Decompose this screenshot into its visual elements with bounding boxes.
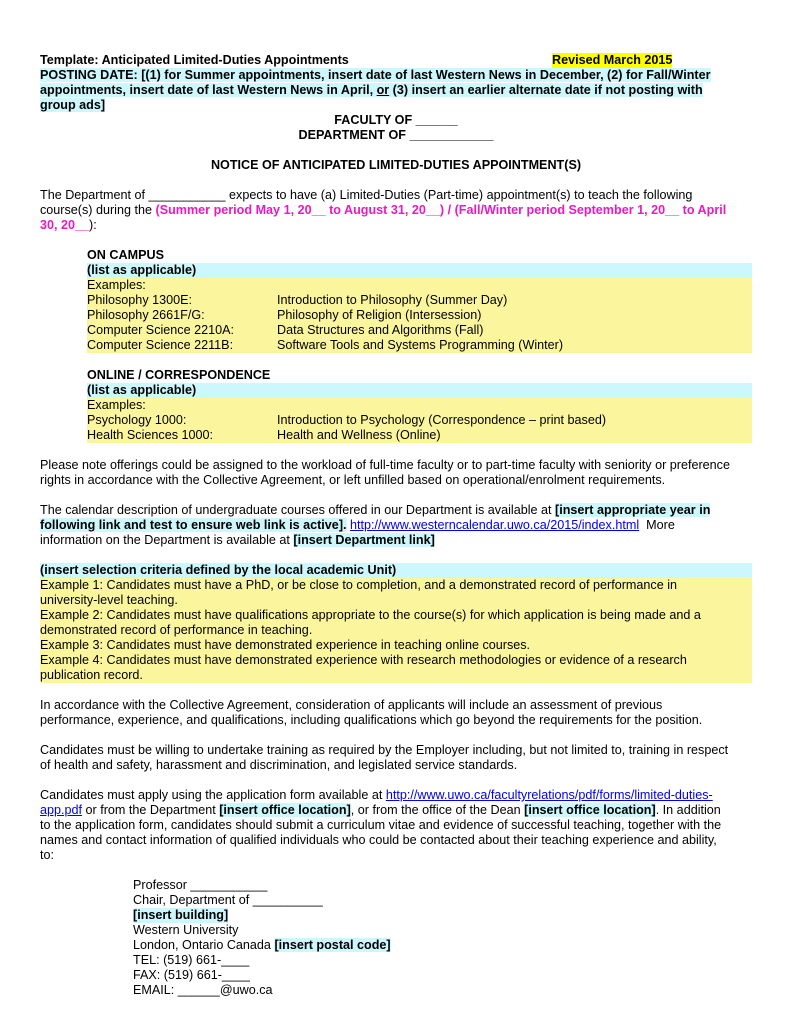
address-tel: TEL: (519) 661-____ [133,953,250,967]
course-title: Software Tools and Systems Programming (Winter) [277,338,564,352]
document-page [40,53,752,998]
apply-text-3: , or from the office of the Dean [350,803,525,817]
criteria-heading: (insert selection criteria defined by the local academic Unit) [40,563,752,578]
address-chair: Chair, Department of __________ [133,893,323,907]
criteria-examples [40,578,752,683]
apply-line-5: to: [40,848,55,862]
template-header [40,53,752,68]
apply-paragraph [40,788,752,863]
course-row [87,293,752,308]
course-row [87,308,752,323]
address-email: EMAIL: ______@uwo.ca [133,983,273,997]
western-calendar-link[interactable]: http://www.westerncalendar.uwo.ca/2015/index.html [350,518,640,532]
appointment-periods: (Summer period May 1, 20__ to August 31, 20__) / (Fall/Winter period September 1, 20__ to April [155,203,727,217]
online-section [87,368,752,443]
address-city: London, Ontario Canada [133,938,275,952]
criteria-example-4-cont: publication record. [40,668,143,682]
posting-line-2 [40,83,703,97]
training-line-1: Candidates must be willing to undertake training as required by the Employer including, but not limited to, training in respect [40,743,729,757]
offerings-note [40,458,752,488]
course-title: Data Structures and Algorithms (Fall) [277,323,484,337]
course-code: Philosophy 2661F/G: [87,308,205,322]
online-examples-label: Examples: [87,398,752,413]
calendar-text: The calendar description of undergraduate courses offered in our Department is available at [40,503,556,517]
posting-line-3: group ads] [40,98,106,112]
intro-paragraph [40,188,752,233]
insert-postal-code: [insert postal code] [274,938,391,952]
notice-title: NOTICE OF ANTICIPATED LIMITED-DUTIES APPOINTMENT(S) [210,158,582,172]
course-code: Computer Science 2210A: [87,323,235,337]
training-line-2: of health and safety, harassment and discrimination, and legislated service standards. [40,758,518,772]
posting-date [40,68,752,113]
accordance-line-2: performance, experience, and qualifications, including qualifications which go beyond the requirements for the position. [40,713,703,727]
course-title: Health and Wellness (Online) [277,428,441,442]
course-code: Psychology 1000: [87,413,187,427]
criteria-example-1-cont: university-level teaching. [40,593,178,607]
posting-line-2-start: appointments, insert date of last Western News in April, [40,83,377,97]
calendar-text-2: information on the Department is available at [40,533,294,547]
criteria-example-4: Example 4: Candidates must have demonstrated experience with research methodologies or evidence of a research [40,653,687,667]
address-professor: Professor ___________ [133,878,268,892]
note-line-2: rights in accordance with the Collective Agreement, or left unfilled based on operational/enrolment requirements. [40,473,666,487]
criteria-example-2-cont: demonstrated record of performance in teaching. [40,623,313,637]
accordance-paragraph [40,698,752,728]
calendar-more: More [646,518,675,532]
online-heading: ONLINE / CORRESPONDENCE [87,368,271,382]
online-list-note: (list as applicable) [87,383,752,398]
insert-office-location: [insert office location] [219,803,351,817]
course-code: Computer Science 2211B: [87,338,234,352]
apply-line-4: names and contact information of qualified individuals who could be contacted about their teaching experience and ability, [40,833,717,847]
note-line-1: Please note offerings could be assigned to the workload of full-time faculty or to part-time faculty with seniority or preference [40,458,730,472]
posting-line-1: POSTING DATE: [(1) for Summer appointments, insert date of last Western News in December, (2) for Fall/Winter [40,68,711,82]
intro-line-1: The Department of ___________ expects to have (a) Limited-Duties (Part-time) appointment(s) to teach the following [40,188,693,202]
address-city-line [133,938,752,953]
intro-line-end: ): [89,218,97,232]
on-campus-section [87,248,752,353]
course-title: Introduction to Psychology (Correspondence – print based) [277,413,607,427]
course-row [87,338,752,353]
online-course-list [87,413,752,443]
apply-text-4: . In addition [655,803,721,817]
criteria-example-3: Example 3: Candidates must have demonstrated experience in teaching online courses. [40,638,531,652]
course-row [87,428,752,443]
intro-line-2: course(s) during the [40,203,156,217]
posting-or: or [376,83,390,97]
address-university: Western University [133,923,239,937]
course-title: Philosophy of Religion (Intersession) [277,308,482,322]
revised-date: Revised March 2015 [552,53,673,67]
course-code: Philosophy 1300E: [87,293,193,307]
contact-address [133,878,752,998]
accordance-line-1: In accordance with the Collective Agreement, consideration of applicants will include an assessment of previous [40,698,663,712]
application-form-link-end[interactable]: app.pdf [40,803,83,817]
insert-building: [insert building] [133,908,229,922]
address-fax: FAX: (519) 661-____ [133,968,250,982]
insert-dean-office-location: [insert office location] [524,803,656,817]
criteria-example-1: Example 1: Candidates must have a PhD, or be close to completion, and a demonstrated record of performance in [40,578,678,592]
calendar-paragraph [40,503,752,548]
on-campus-examples-label: Examples: [87,278,752,293]
faculty-of: FACULTY OF ______ [334,113,458,127]
application-form-link[interactable]: http://www.uwo.ca/facultyrelations/pdf/forms/limited-duties- [385,788,713,802]
training-paragraph [40,743,752,773]
appointment-periods-end: 30, 20__ [40,218,90,232]
selection-criteria [40,563,752,683]
on-campus-heading: ON CAMPUS [87,248,164,262]
department-of: DEPARTMENT OF ____________ [298,128,494,142]
posting-line-2-end: (3) insert an earlier alternate date if not posting with [389,83,703,97]
course-code: Health Sciences 1000: [87,428,214,442]
apply-text: Candidates must apply using the application form available at [40,788,386,802]
criteria-example-2: Example 2: Candidates must have qualifications appropriate to the course(s) for which application is being made and a [40,608,701,622]
on-campus-course-list [87,293,752,353]
course-row [87,323,752,338]
course-row [87,413,752,428]
apply-line-3: to the application form, candidates should submit a curriculum vitae and evidence of successful teaching, together with the [40,818,722,832]
insert-year-note: [insert appropriate year in [555,503,711,517]
apply-text-2: or from the Department [82,803,220,817]
insert-department-link: [insert Department link] [293,533,435,547]
template-label: Template: Anticipated Limited-Duties Appointments [40,53,349,67]
course-title: Introduction to Philosophy (Summer Day) [277,293,508,307]
insert-year-note-end: following link and test to ensure web link is active]. [40,518,347,532]
on-campus-list-note: (list as applicable) [87,263,752,278]
